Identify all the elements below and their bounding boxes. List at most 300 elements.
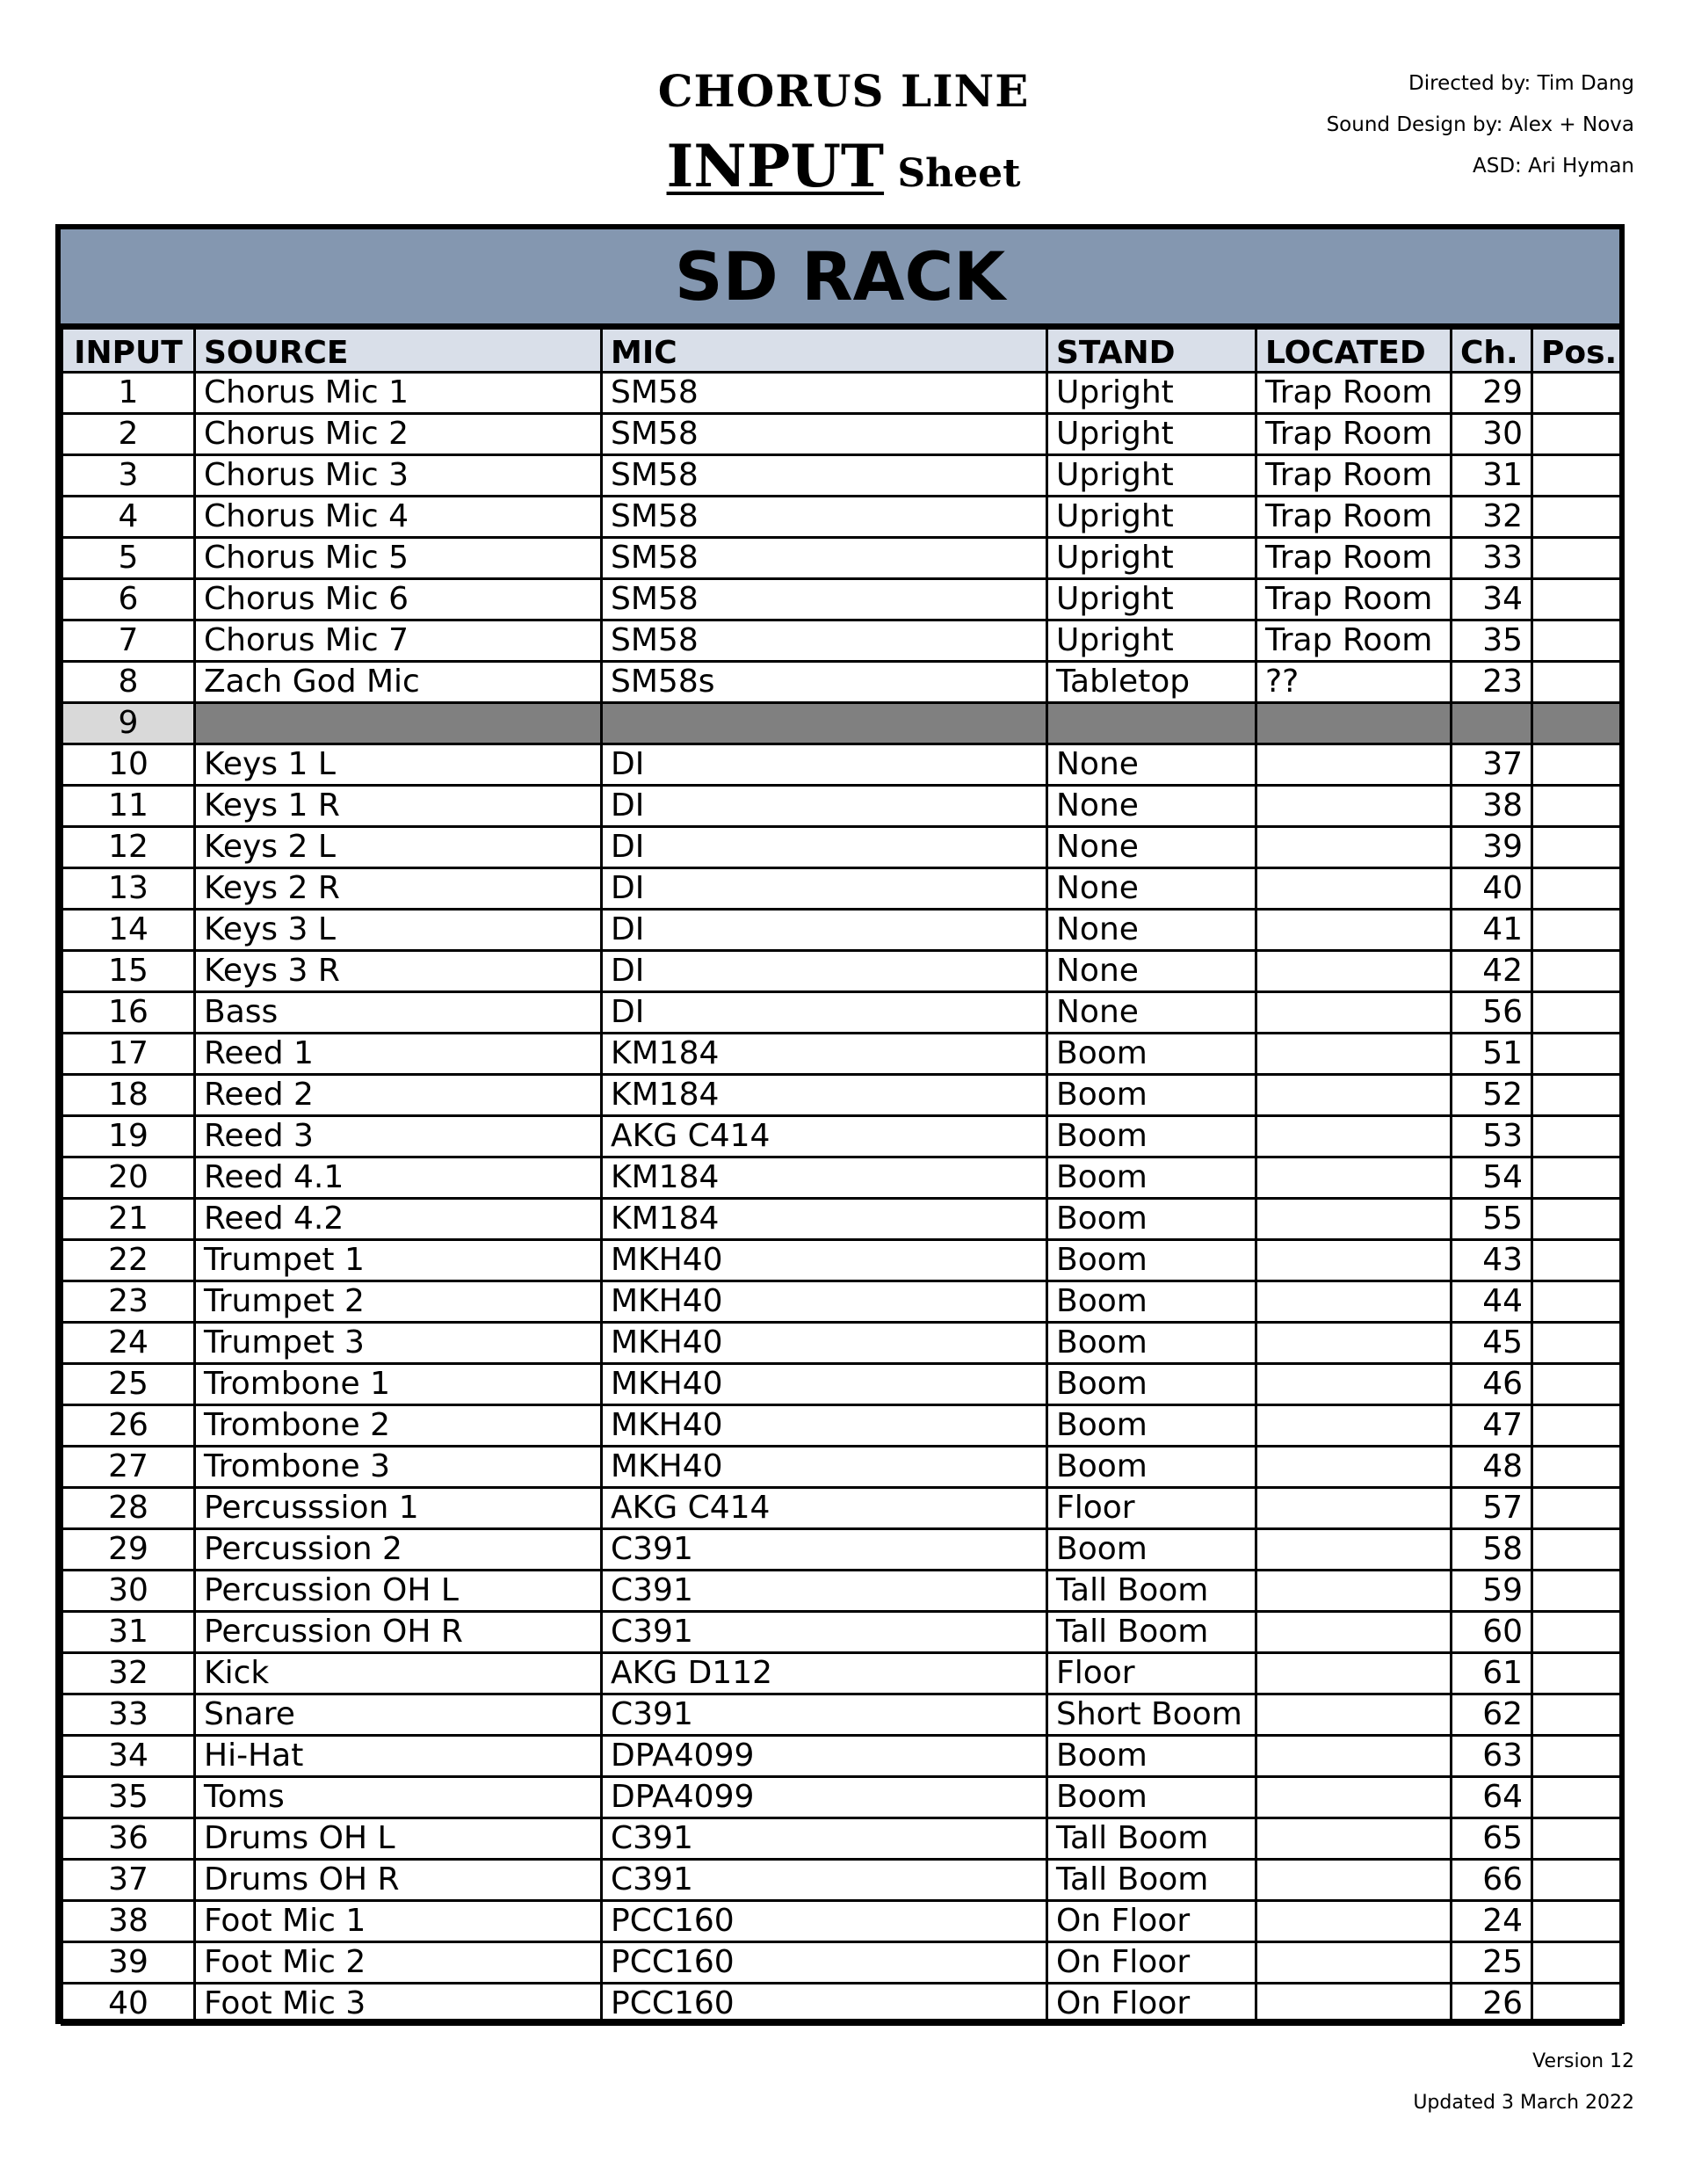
cell-input: 24: [62, 1323, 195, 1364]
cell-pos: [1532, 1488, 1621, 1529]
cell-pos: [1532, 373, 1621, 414]
cell-mic: DI: [602, 827, 1047, 868]
table-row: [62, 1984, 1621, 2025]
cell-input: 28: [62, 1488, 195, 1529]
cell-pos: [1532, 1116, 1621, 1157]
cell-stand: Boom: [1047, 1447, 1256, 1488]
cell-located: ??: [1256, 662, 1452, 703]
sheet-title-sub: Sheet: [897, 151, 1021, 196]
cell-input: 22: [62, 1240, 195, 1281]
cell-source: Trombone 1: [195, 1364, 602, 1405]
cell-ch: 32: [1452, 497, 1532, 538]
show-title: CHORUS LINE: [657, 65, 1030, 117]
cell-source: Reed 1: [195, 1034, 602, 1075]
cell-stand: Boom: [1047, 1281, 1256, 1323]
cell-ch: 25: [1452, 1942, 1532, 1984]
cell-pos: [1532, 703, 1621, 744]
cell-ch: 38: [1452, 786, 1532, 827]
cell-ch: 55: [1452, 1199, 1532, 1240]
cell-input: 26: [62, 1405, 195, 1447]
cell-source: Keys 1 R: [195, 786, 602, 827]
cell-stand: Upright: [1047, 538, 1256, 579]
cell-stand: Tall Boom: [1047, 1860, 1256, 1901]
cell-pos: [1532, 538, 1621, 579]
cell-stand: Short Boom: [1047, 1694, 1256, 1736]
cell-ch: 33: [1452, 538, 1532, 579]
cell-pos: [1532, 1942, 1621, 1984]
cell-pos: [1532, 1529, 1621, 1571]
cell-stand: None: [1047, 827, 1256, 868]
directed-by: Directed by: Tim Dang: [1408, 72, 1634, 95]
cell-mic: C391: [602, 1694, 1047, 1736]
cell-ch: 66: [1452, 1860, 1532, 1901]
cell-input: 14: [62, 910, 195, 951]
cell-stand: Boom: [1047, 1075, 1256, 1116]
cell-source: Keys 3 R: [195, 951, 602, 992]
cell-located: Trap Room: [1256, 373, 1452, 414]
cell-ch: 56: [1452, 992, 1532, 1034]
cell-mic: KM184: [602, 1034, 1047, 1075]
cell-source: Toms: [195, 1777, 602, 1818]
cell-source: Chorus Mic 6: [195, 579, 602, 620]
cell-ch: 26: [1452, 1984, 1532, 2025]
cell-ch: 51: [1452, 1034, 1532, 1075]
cell-located: [1256, 1488, 1452, 1529]
sheet-title-main: INPUT: [666, 132, 885, 200]
table-row: [62, 1075, 1621, 1116]
cell-source: Trombone 2: [195, 1405, 602, 1447]
cell-input: 29: [62, 1529, 195, 1571]
table-row: [62, 1116, 1621, 1157]
cell-ch: 52: [1452, 1075, 1532, 1116]
cell-mic: SM58s: [602, 662, 1047, 703]
cell-located: [1256, 1529, 1452, 1571]
cell-source: Zach God Mic: [195, 662, 602, 703]
table-row: [62, 786, 1621, 827]
col-header-located: LOCATED: [1256, 329, 1452, 373]
cell-stand: None: [1047, 786, 1256, 827]
cell-input: 21: [62, 1199, 195, 1240]
cell-ch: [1452, 703, 1532, 744]
cell-input: 23: [62, 1281, 195, 1323]
cell-stand: [1047, 703, 1256, 744]
table-row: [62, 1364, 1621, 1405]
cell-pos: [1532, 662, 1621, 703]
cell-located: [1256, 1901, 1452, 1942]
cell-stand: None: [1047, 744, 1256, 786]
cell-input: 37: [62, 1860, 195, 1901]
cell-ch: 60: [1452, 1612, 1532, 1653]
cell-mic: KM184: [602, 1157, 1047, 1199]
cell-mic: KM184: [602, 1199, 1047, 1240]
cell-mic: DPA4099: [602, 1736, 1047, 1777]
cell-pos: [1532, 1364, 1621, 1405]
cell-source: Trumpet 3: [195, 1323, 602, 1364]
cell-pos: [1532, 497, 1621, 538]
cell-source: Kick: [195, 1653, 602, 1694]
cell-mic: C391: [602, 1612, 1047, 1653]
cell-ch: 47: [1452, 1405, 1532, 1447]
cell-ch: 31: [1452, 455, 1532, 497]
cell-source: Drums OH R: [195, 1860, 602, 1901]
table-row: [62, 414, 1621, 455]
cell-stand: Upright: [1047, 414, 1256, 455]
cell-located: [1256, 1116, 1452, 1157]
cell-input: 34: [62, 1736, 195, 1777]
table-row: [62, 1736, 1621, 1777]
col-header-pos: Pos.: [1532, 329, 1621, 373]
cell-ch: 41: [1452, 910, 1532, 951]
cell-located: [1256, 1281, 1452, 1323]
table-row: [62, 1612, 1621, 1653]
cell-input: 18: [62, 1075, 195, 1116]
cell-ch: 42: [1452, 951, 1532, 992]
cell-stand: Boom: [1047, 1240, 1256, 1281]
cell-mic: AKG C414: [602, 1488, 1047, 1529]
cell-ch: 48: [1452, 1447, 1532, 1488]
cell-pos: [1532, 868, 1621, 910]
table-row: [62, 1323, 1621, 1364]
table-row: [62, 1240, 1621, 1281]
cell-located: [1256, 1777, 1452, 1818]
cell-pos: [1532, 579, 1621, 620]
cell-pos: [1532, 1405, 1621, 1447]
cell-mic: C391: [602, 1529, 1047, 1571]
table-row: [62, 951, 1621, 992]
cell-located: [1256, 1818, 1452, 1860]
table-row: [62, 662, 1621, 703]
cell-source: Trombone 3: [195, 1447, 602, 1488]
cell-source: Percussion OH R: [195, 1612, 602, 1653]
cell-source: Keys 2 R: [195, 868, 602, 910]
cell-mic: C391: [602, 1818, 1047, 1860]
cell-ch: 39: [1452, 827, 1532, 868]
cell-source: Trumpet 2: [195, 1281, 602, 1323]
table-row: [62, 827, 1621, 868]
cell-ch: 53: [1452, 1116, 1532, 1157]
cell-ch: 63: [1452, 1736, 1532, 1777]
cell-ch: 64: [1452, 1777, 1532, 1818]
cell-located: [1256, 703, 1452, 744]
table-row: [62, 579, 1621, 620]
cell-input: 16: [62, 992, 195, 1034]
cell-pos: [1532, 786, 1621, 827]
cell-stand: Boom: [1047, 1116, 1256, 1157]
cell-input: 19: [62, 1116, 195, 1157]
cell-stand: Upright: [1047, 373, 1256, 414]
cell-pos: [1532, 1901, 1621, 1942]
cell-mic: AKG C414: [602, 1116, 1047, 1157]
cell-stand: Tabletop: [1047, 662, 1256, 703]
table-row: [62, 1034, 1621, 1075]
cell-input: 27: [62, 1447, 195, 1488]
cell-stand: Boom: [1047, 1199, 1256, 1240]
cell-source: Keys 3 L: [195, 910, 602, 951]
cell-located: Trap Room: [1256, 579, 1452, 620]
table-row: [62, 497, 1621, 538]
table-row: [62, 1488, 1621, 1529]
cell-source: Hi-Hat: [195, 1736, 602, 1777]
table-row: [62, 1199, 1621, 1240]
cell-pos: [1532, 1694, 1621, 1736]
cell-ch: 29: [1452, 373, 1532, 414]
cell-source: Reed 3: [195, 1116, 602, 1157]
cell-located: [1256, 868, 1452, 910]
table-row: [62, 1405, 1621, 1447]
cell-ch: 44: [1452, 1281, 1532, 1323]
cell-located: [1256, 1034, 1452, 1075]
cell-source: Percussion OH L: [195, 1571, 602, 1612]
col-header-ch: Ch.: [1452, 329, 1532, 373]
table-row: [62, 373, 1621, 414]
table-row: [62, 538, 1621, 579]
cell-located: [1256, 827, 1452, 868]
cell-mic: MKH40: [602, 1405, 1047, 1447]
cell-pos: [1532, 910, 1621, 951]
cell-mic: DPA4099: [602, 1777, 1047, 1818]
cell-ch: 62: [1452, 1694, 1532, 1736]
cell-located: [1256, 1653, 1452, 1694]
cell-located: [1256, 951, 1452, 992]
cell-pos: [1532, 1447, 1621, 1488]
cell-mic: DI: [602, 910, 1047, 951]
cell-mic: SM58: [602, 373, 1047, 414]
cell-source: Chorus Mic 2: [195, 414, 602, 455]
cell-mic: SM58: [602, 414, 1047, 455]
cell-stand: Boom: [1047, 1364, 1256, 1405]
cell-mic: SM58: [602, 620, 1047, 662]
table-row: [62, 1571, 1621, 1612]
cell-located: Trap Room: [1256, 620, 1452, 662]
cell-located: [1256, 1199, 1452, 1240]
cell-located: [1256, 1736, 1452, 1777]
cell-pos: [1532, 455, 1621, 497]
cell-mic: SM58: [602, 579, 1047, 620]
cell-input: 6: [62, 579, 195, 620]
cell-input: 2: [62, 414, 195, 455]
cell-source: Drums OH L: [195, 1818, 602, 1860]
table-row: [62, 1157, 1621, 1199]
cell-ch: 34: [1452, 579, 1532, 620]
cell-pos: [1532, 620, 1621, 662]
cell-mic: PCC160: [602, 1942, 1047, 1984]
cell-stand: Upright: [1047, 579, 1256, 620]
table-row: [62, 1777, 1621, 1818]
cell-source: Keys 1 L: [195, 744, 602, 786]
cell-located: Trap Room: [1256, 497, 1452, 538]
cell-mic: [602, 703, 1047, 744]
table-row: [62, 1901, 1621, 1942]
cell-mic: KM184: [602, 1075, 1047, 1116]
cell-pos: [1532, 951, 1621, 992]
cell-stand: On Floor: [1047, 1942, 1256, 1984]
cell-located: Trap Room: [1256, 538, 1452, 579]
cell-pos: [1532, 1736, 1621, 1777]
cell-stand: Upright: [1047, 455, 1256, 497]
cell-mic: DI: [602, 868, 1047, 910]
cell-input: 33: [62, 1694, 195, 1736]
cell-mic: DI: [602, 951, 1047, 992]
cell-ch: 30: [1452, 414, 1532, 455]
cell-stand: On Floor: [1047, 1984, 1256, 2025]
table-row: [62, 1447, 1621, 1488]
col-header-input: INPUT: [62, 329, 195, 373]
cell-stand: None: [1047, 951, 1256, 992]
cell-stand: None: [1047, 992, 1256, 1034]
cell-input: 30: [62, 1571, 195, 1612]
cell-located: [1256, 1860, 1452, 1901]
cell-mic: C391: [602, 1571, 1047, 1612]
cell-stand: On Floor: [1047, 1901, 1256, 1942]
sound-design: Sound Design by: Alex + Nova: [1326, 113, 1634, 136]
cell-located: [1256, 1571, 1452, 1612]
table-row: [62, 1529, 1621, 1571]
cell-ch: 46: [1452, 1364, 1532, 1405]
cell-input: 20: [62, 1157, 195, 1199]
table-row: [62, 910, 1621, 951]
cell-pos: [1532, 1571, 1621, 1612]
cell-located: [1256, 1447, 1452, 1488]
cell-stand: Tall Boom: [1047, 1818, 1256, 1860]
cell-ch: 24: [1452, 1901, 1532, 1942]
cell-mic: SM58: [602, 497, 1047, 538]
col-header-stand: STAND: [1047, 329, 1256, 373]
cell-ch: 23: [1452, 662, 1532, 703]
cell-mic: SM58: [602, 538, 1047, 579]
cell-mic: DI: [602, 786, 1047, 827]
cell-source: Foot Mic 3: [195, 1984, 602, 2025]
cell-mic: MKH40: [602, 1364, 1047, 1405]
cell-mic: C391: [602, 1860, 1047, 1901]
cell-source: Reed 4.2: [195, 1199, 602, 1240]
cell-source: Foot Mic 1: [195, 1901, 602, 1942]
cell-ch: 65: [1452, 1818, 1532, 1860]
cell-ch: 45: [1452, 1323, 1532, 1364]
cell-source: Percusssion 1: [195, 1488, 602, 1529]
cell-ch: 35: [1452, 620, 1532, 662]
cell-stand: Floor: [1047, 1653, 1256, 1694]
cell-ch: 43: [1452, 1240, 1532, 1281]
input-table: [61, 327, 1622, 2026]
cell-located: [1256, 1984, 1452, 2025]
cell-input: 4: [62, 497, 195, 538]
cell-pos: [1532, 1240, 1621, 1281]
cell-mic: DI: [602, 744, 1047, 786]
cell-pos: [1532, 1653, 1621, 1694]
cell-source: Reed 4.1: [195, 1157, 602, 1199]
cell-ch: 61: [1452, 1653, 1532, 1694]
cell-mic: MKH40: [602, 1240, 1047, 1281]
cell-input: 8: [62, 662, 195, 703]
cell-pos: [1532, 1984, 1621, 2025]
cell-source: Reed 2: [195, 1075, 602, 1116]
cell-input: 3: [62, 455, 195, 497]
asd: ASD: Ari Hyman: [1473, 155, 1634, 178]
cell-pos: [1532, 1323, 1621, 1364]
cell-stand: Boom: [1047, 1529, 1256, 1571]
cell-stand: Boom: [1047, 1736, 1256, 1777]
cell-mic: PCC160: [602, 1901, 1047, 1942]
cell-pos: [1532, 1612, 1621, 1653]
cell-located: [1256, 1612, 1452, 1653]
table-row: [62, 992, 1621, 1034]
section-title: SD RACK: [61, 229, 1619, 327]
cell-input: 15: [62, 951, 195, 992]
cell-input: 36: [62, 1818, 195, 1860]
table-row: [62, 455, 1621, 497]
cell-stand: Boom: [1047, 1157, 1256, 1199]
cell-input: 7: [62, 620, 195, 662]
cell-input: 17: [62, 1034, 195, 1075]
cell-source: Percussion 2: [195, 1529, 602, 1571]
table-row: [62, 620, 1621, 662]
cell-located: [1256, 910, 1452, 951]
table-row: [62, 1818, 1621, 1860]
cell-ch: 40: [1452, 868, 1532, 910]
cell-pos: [1532, 1860, 1621, 1901]
cell-located: [1256, 1364, 1452, 1405]
cell-mic: MKH40: [602, 1447, 1047, 1488]
cell-pos: [1532, 1199, 1621, 1240]
cell-located: [1256, 1942, 1452, 1984]
header-row: [62, 329, 1621, 373]
cell-ch: 37: [1452, 744, 1532, 786]
cell-pos: [1532, 1281, 1621, 1323]
cell-stand: None: [1047, 910, 1256, 951]
col-header-mic: MIC: [602, 329, 1047, 373]
cell-mic: SM58: [602, 455, 1047, 497]
cell-source: [195, 703, 602, 744]
cell-pos: [1532, 744, 1621, 786]
table-row: [62, 1942, 1621, 1984]
cell-ch: 57: [1452, 1488, 1532, 1529]
cell-input: 39: [62, 1942, 195, 1984]
cell-stand: Tall Boom: [1047, 1571, 1256, 1612]
table-row: [62, 744, 1621, 786]
table-row: [62, 703, 1621, 744]
cell-located: [1256, 744, 1452, 786]
cell-mic: PCC160: [602, 1984, 1047, 2025]
cell-located: [1256, 786, 1452, 827]
cell-source: Snare: [195, 1694, 602, 1736]
cell-input: 1: [62, 373, 195, 414]
table-row: [62, 1694, 1621, 1736]
cell-input: 10: [62, 744, 195, 786]
table-row: [62, 1281, 1621, 1323]
cell-stand: Boom: [1047, 1777, 1256, 1818]
cell-input: 40: [62, 1984, 195, 2025]
cell-stand: Boom: [1047, 1405, 1256, 1447]
cell-source: Chorus Mic 7: [195, 620, 602, 662]
cell-located: [1256, 1694, 1452, 1736]
cell-stand: None: [1047, 868, 1256, 910]
cell-mic: AKG D112: [602, 1653, 1047, 1694]
cell-source: Foot Mic 2: [195, 1942, 602, 1984]
cell-pos: [1532, 1075, 1621, 1116]
cell-pos: [1532, 1777, 1621, 1818]
cell-pos: [1532, 1034, 1621, 1075]
cell-located: [1256, 1157, 1452, 1199]
cell-mic: MKH40: [602, 1323, 1047, 1364]
cell-source: Keys 2 L: [195, 827, 602, 868]
cell-ch: 58: [1452, 1529, 1532, 1571]
cell-input: 25: [62, 1364, 195, 1405]
col-header-source: SOURCE: [195, 329, 602, 373]
updated-date: Updated 3 March 2022: [1413, 2092, 1634, 2114]
cell-mic: DI: [602, 992, 1047, 1034]
table-row: [62, 1653, 1621, 1694]
cell-located: [1256, 1405, 1452, 1447]
